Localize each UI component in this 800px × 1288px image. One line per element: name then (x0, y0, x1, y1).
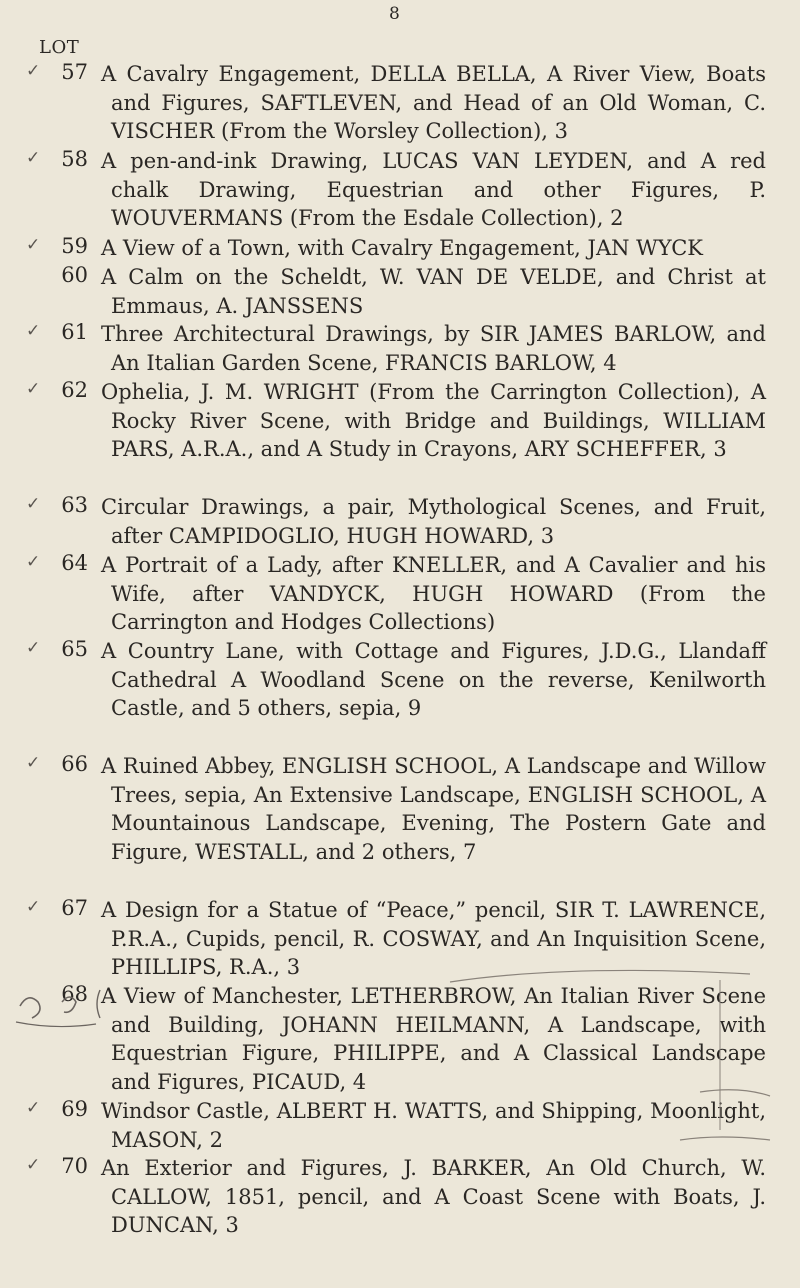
lot-number: 58 (61, 147, 88, 171)
lot-number: 65 (61, 637, 88, 661)
pencil-tick-mark: ✓ (26, 494, 41, 514)
lot-description: Three Architectural Drawings, by SIR JAMES BARLOW, and An Italian Garden Scene, FRANCIS BARLOW, 4 (101, 322, 766, 375)
lot-description: An Exterior and Figures, J. BARKER, An Old Church, W. CALLOW, 1851, pencil, and A Coast Scene with Boats, J. DUNCAN, 3 (101, 1156, 766, 1237)
lot-number: 70 (61, 1154, 88, 1178)
lot-number: 62 (61, 378, 88, 402)
page-number: 8 (389, 4, 400, 24)
pencil-tick-mark: ✓ (26, 1155, 41, 1175)
lot-number: 68 (61, 982, 88, 1006)
lot-description: A Calm on the Scheldt, W. VAN DE VELDE, and Christ at Emmaus, A. JANSSENS (101, 265, 766, 318)
lot-description: Windsor Castle, ALBERT H. WATTS, and Shipping, Moonlight, MASON, 2 (101, 1099, 766, 1152)
pencil-tick-mark: ✓ (26, 321, 41, 341)
lot-number: 69 (61, 1097, 88, 1121)
pencil-tick-mark: ✓ (26, 552, 41, 572)
lot-description: Ophelia, J. M. WRIGHT (From the Carrington Collection), A Rocky River Scene, with Bridge and Buildings, WILLIAM PARS, A.R.A., and A Study in Crayons, ARY SCHEFFER, 3 (101, 380, 766, 461)
pencil-tick-mark: ✓ (26, 638, 41, 658)
pencil-tick-mark: ✓ (26, 61, 41, 81)
lot-number: 59 (61, 234, 88, 258)
lot-number: 57 (61, 60, 88, 84)
lot-number: 67 (61, 896, 88, 920)
lot-description: A Portrait of a Lady, after KNELLER, and A Cavalier and his Wife, after VANDYCK, HUGH HOWARD (From the Carrington and Hodges Collections) (101, 553, 766, 634)
lot-number: 64 (61, 551, 88, 575)
lot-description: Circular Drawings, a pair, Mythological Scenes, and Fruit, after CAMPIDOGLIO, HUGH HOWARD, 3 (101, 495, 766, 548)
lot-description: A View of a Town, with Cavalry Engagement, JAN WYCK (101, 236, 703, 260)
pencil-tick-mark: ✓ (26, 148, 41, 168)
lot-description: A Design for a Statue of “Peace,” pencil, SIR T. LAWRENCE, P.R.A., Cupids, pencil, R. COSWAY, and An Inquisition Scene, PHILLIPS, R.A., 3 (101, 898, 766, 979)
lot-number: 66 (61, 752, 88, 776)
pencil-tick-mark: ✓ (26, 897, 41, 917)
pencil-tick-mark: ✓ (26, 379, 41, 399)
pencil-tick-mark: ✓ (26, 235, 41, 255)
lot-number: 60 (61, 263, 88, 287)
lot-description: A Ruined Abbey, ENGLISH SCHOOL, A Landscape and Willow Trees, sepia, An Extensive Landscape, ENGLISH SCHOOL, A Mountainous Landscape, Evening, The Postern Gate and Figure, WESTALL, and 2 others, 7 (101, 754, 766, 864)
pencil-tick-mark: ✓ (26, 1098, 41, 1118)
lot-description: A pen-and-ink Drawing, LUCAS VAN LEYDEN, and A red chalk Drawing, Equestrian and other Figures, P. WOUVERMANS (From the Esdale Collection), 2 (101, 149, 766, 230)
pencil-tick-mark: ✓ (26, 753, 41, 773)
lot-description: A Cavalry Engagement, DELLA BELLA, A River View, Boats and Figures, SAFTLEVEN, and Head of an Old Woman, C. VISCHER (From the Worsley Collection), 3 (101, 62, 766, 143)
lot-column-heading: LOT (39, 37, 80, 58)
lot-number: 61 (61, 320, 88, 344)
lot-description: A View of Manchester, LETHERBROW, An Italian River Scene and Building, JOHANN HEILMANN, A Landscape, with Equestrian Figure, PHILIPPE, and A Classical Landscape and Figures, PICAUD, 4 (101, 984, 766, 1094)
lot-description: A Country Lane, with Cottage and Figures, J.D.G., Llandaff Cathedral A Woodland Scene on the reverse, Kenilworth Castle, and 5 others, sepia, 9 (101, 639, 766, 720)
lot-number: 63 (61, 493, 88, 517)
